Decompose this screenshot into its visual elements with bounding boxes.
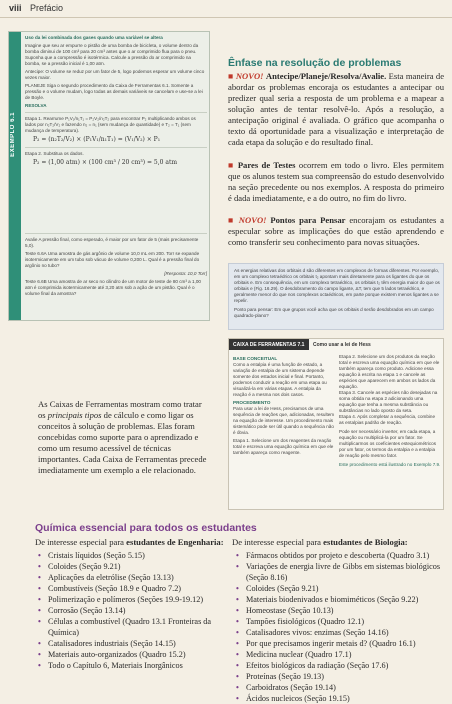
list-item: • Coloides (Seção 9.21)	[236, 583, 446, 594]
toolbox-etapa4: Etapa 4. Após completar a sequência, combine as entalpias padrão de reação.	[339, 414, 436, 425]
example-antecipe: Antecipe: O volume se reduz por um fator de 5, logo podemos esperar um volume cinco vezes maior.	[25, 69, 205, 80]
example-teste-a: Teste 6.6A Uma amostra de gás argônio de volume 10,0 mL em 200. Torr se expande isotermicamente em um tubo sob vácuo de volume 0,200 L. Qual é a pressão final do argônio no tubo?	[25, 251, 200, 268]
biology-topics-list	[236, 550, 446, 704]
intro-text: De interesse especial para	[35, 537, 127, 547]
toolbox-note: Pode ser necessário inverter, em cada etapa, a equação ou multiplicá-la por um fator. Se multiplicarmos os coeficientes estequiométricos por um fator, os termos da entalpia e a entalpia de reação pelo mesmo fator.	[339, 429, 437, 458]
list-item: • Materiais auto-organizados (Quadro 15.2)	[38, 649, 228, 660]
list-item: • Variações de energia livre de Gibbs em sistemas biológicos (Seção 8.16)	[236, 561, 446, 583]
point-to-think-question: Ponto para pensar: Em que grupos você acha que os orbitais d serão desdobrados em um campo quadrado-plano?	[234, 307, 434, 318]
intro-bold: estudantes de Engenharia:	[126, 537, 224, 547]
list-item: • Por que precisamos ingerir metais d? (Quadro 16.1)	[236, 638, 446, 649]
list-item: • Células a combustível (Quadro 13.1 Fronteiras da Química)	[38, 616, 228, 638]
toolbox-title: Como usar a lei de Hess	[313, 342, 371, 348]
example-content	[25, 35, 207, 299]
list-item: • Fármacos obtidos por projeto e descoberta (Quadro 3.1)	[236, 550, 446, 561]
point-to-think-box	[228, 263, 444, 330]
list-item: • Tampões fisiológicos (Quadro 12.1)	[236, 616, 446, 627]
example-resposta: [Resposta: 10,0 Torr]	[164, 271, 207, 276]
toolbox-etapa1: Etapa 1. Selecione um dos reagentes da reação total e escreva uma equação química em que ele também apareça como reagente.	[233, 438, 334, 455]
toolbox-tab: CAIXA DE FERRAMENTAS 7.1	[229, 339, 309, 350]
bullet-icon: ■	[228, 71, 236, 81]
point-to-think-content	[234, 268, 440, 319]
list-item: • Aplicações da eletrólise (Seção 13.13)	[38, 572, 228, 583]
example-step1: Etapa 1. Rearrume P₁V₁/n₁T₁ = P₂V₂/n₂T₂ para encontrar P₂ multiplicando ambos os lados por n₂T₂/V₂ e fazendo n₂ = n₁ (sem mudança de quantidade) e T₂ = T₁ (sem mudança de temperatura).	[25, 116, 196, 133]
toolbox-link[interactable]: Este procedimento está ilustrado no Exemplo 7.9.	[339, 462, 441, 467]
example-planeje: PLANEJE Siga o segundo procedimento da Caixa de Ferramentas 6.1. Somente a pressão e o volume mudam, logo todas as demais variáveis se cancelam e use-se a lei de Boyle.	[25, 83, 203, 100]
paragraph-lead: Pares de Testes	[237, 160, 296, 170]
point-to-think-text: As energias relativas dos orbitais d são diferentes em complexos de formas diferentes. Por exemplo, em um complexo tetraédrico os orbitais t₂ apontam mais diretamente para os ligantes do que os orbitais e. Em consequência, em um complexo tetraédrico, os orbitais t₂ têm energia maior do que os orbitais e (Fig. 16.29). O desdobramento do campo ligante, ΔT, tem que 5 lados tetraédrico, e geralmente menor do que nos complexos octaédricos, em parte porque existem menos ligantes a se repelir.	[234, 268, 440, 303]
paragraph-lead: Antecipe/Planeje/Resolva/Avalie.	[265, 71, 387, 81]
example-resolva: RESOLVA	[25, 103, 47, 108]
engineering-intro	[35, 537, 224, 548]
toolbox-right-column	[339, 354, 441, 468]
intro-text: De interesse especial para	[232, 537, 324, 547]
paragraph-pontos	[228, 215, 444, 248]
example-teste-b: Teste 6.6B Uma amostra de ar seco no cilindro de um motor de teste de 80 cm³ a 1,00 atm é comprimida isotermicamente até 3,20 atm sob a ação de um pistão. Qual é o volume final da amostra?	[25, 279, 201, 296]
paragraph-text: As Caixas de Ferramentas mostram como tratar os	[38, 399, 202, 420]
list-item: • Materiais biodenivados e biomiméticos (Seção 9.22)	[236, 594, 446, 605]
example-side-label: EXEMPLO 6.1	[10, 112, 16, 157]
section-title-problem-solving: Ênfase na resolução de problemas	[228, 57, 402, 69]
list-item: • Corrosão (Seção 13.14)	[38, 605, 228, 616]
toolbox-base-heading: BASE CONCEITUAL	[233, 356, 278, 361]
new-badge: NOVO!	[235, 71, 264, 81]
divider	[25, 112, 207, 113]
divider	[25, 147, 207, 148]
example-statement: Imagine que seu ar empurre o pistão de uma bomba de bicicleta, o volume dentro da bomba diminui de 100 cm³ para 20 cm³ antes que o ar comprimido flua para o pneu. Suponha que a compressão é isotérmica. Calcule a pressão do ar comprimido na bomba, se a pressão inicial é 1,00 atm.	[25, 43, 199, 66]
list-item: • Proteínas (Seção 19.13)	[236, 671, 446, 682]
page-running-title: Prefácio	[30, 3, 64, 13]
page-header	[0, 0, 452, 18]
example-equation-2: P₂ = (1,00 atm) × (100 cm³ / 20 cm³) = 5,0 atm	[33, 159, 178, 166]
example-step2: Etapa 2. Substitua os dados.	[25, 151, 84, 156]
toolbox-left-column	[233, 354, 335, 456]
toolbox-description	[38, 399, 210, 476]
list-item: • Todo o Capítulo 6, Materiais Inorgânicos	[38, 660, 228, 671]
paragraph-text: de cálculo e como ligar os conceitos à solução de problemas. Elas foram concebidas como suporte para o aprendizado e como um resumo acessível de técnicas importantes. Cada Caixa de Ferramentas precede imediatamente um exemplo a ele relacionado.	[38, 410, 207, 475]
paragraph-text: Esta maneira de abordar os problemas encoraja os estudantes a antecipar ou predizer qual seria a resposta de um problema e a mapear a solução antes de tentar resolvê-lo. Após a resolução, a antecipação original é avaliada. O gráfico que acompanha o texto dá oportunidade para a visualização e interpretação de cada etapa da solução e do resultado final.	[228, 71, 445, 147]
paragraph-testes	[228, 160, 444, 204]
toolbox-header	[229, 339, 443, 350]
list-item: • Catalisadores industriais (Seção 14.15)	[38, 638, 228, 649]
page-number: viii	[9, 3, 22, 13]
toolbox-etapa2: Etapa 2. Selecione um dos produtos da reação total e escreva uma equação química em que ele também apareça como produto. Adicione essa equação à escrita na etapa 1 e cancele as espécies que aparecem em ambos os lados da equação.	[339, 354, 440, 389]
list-item: • Carboidratos (Seção 19.14)	[236, 682, 446, 693]
bullet-icon: ■	[228, 160, 238, 170]
paragraph-antecipe	[228, 71, 444, 148]
list-item: • Efeitos biológicos da radiação (Seção 17.6)	[236, 660, 446, 671]
paragraph-italic: principais tipos	[47, 410, 102, 420]
intro-bold: estudantes de Biologia:	[323, 537, 408, 547]
paragraph-text: encorajam os estudantes a especular sobre as implicações do que estão aprendendo e como transferir seu conhecimento para novas situações.	[228, 215, 444, 247]
list-item: • Ácidos nucleicos (Seção 19.15)	[236, 693, 446, 704]
example-avalie: Avalie A pressão final, como esperado, é maior por um fator de 5 (mais precisamente 5,0).	[25, 237, 199, 248]
list-item: • Medicina nuclear (Quadro 17.1)	[236, 649, 446, 660]
toolbox-proc-heading: PROCEDIMENTO	[233, 400, 271, 405]
toolbox-base-text: Como a entalpia é uma função de estado, a variação de entalpia de um sistema depende somente dos estados inicial e final. Portanto, podemos conduzir a reação em uma etapa ou visualizá-la em várias etapas. A entalpia da reação é a mesma nos dois casos.	[233, 362, 327, 397]
biology-intro	[232, 537, 408, 548]
list-item: • Catalisadores vivos: enzimas (Seção 14.16)	[236, 627, 446, 638]
section-title-essential-chemistry: Química essencial para todos os estudantes	[35, 522, 257, 534]
example-box	[8, 31, 210, 321]
list-item: • Coloides (Seção 9.21)	[38, 561, 228, 572]
new-badge: NOVO!	[238, 215, 267, 225]
paragraph-text: ocorrem em todo o livro. Eles permitem que os alunos testem sua compreensão do estudo desenvolvido na seção precedente ou nos exemplos. A resposta do primeiro é dada imediatamente, e a do outro, no fim do livro.	[228, 160, 444, 203]
list-item: • Homeostase (Seção 10.13)	[236, 605, 446, 616]
divider	[25, 233, 207, 234]
paragraph-lead: Pontos para Pensar	[270, 215, 346, 225]
bullet-icon: ■	[228, 215, 239, 225]
example-heading: Uso da lei combinada dos gases quando uma variável se altera	[25, 35, 163, 40]
list-item: • Combustíveis (Seção 18.9 e Quadro 7.2)	[38, 583, 228, 594]
engineering-topics-list	[38, 550, 228, 671]
toolbox-etapa3: Etapa 3. Cancele as espécies não desejadas na soma obtida na etapa 2 adicionando uma equação que tenha a mesma substância ou substâncias no lado oposto da seta.	[339, 390, 438, 413]
list-item: • Polimerização e polímeros (Seções 19.9-19.12)	[38, 594, 228, 605]
example-equation-1: P₂ = (n₂T₂/V₂) × (P₁V₁/n₁T₁) = (V₁/V₂) × P₁	[33, 136, 161, 143]
example-side-tab	[9, 32, 21, 320]
toolbox	[228, 338, 444, 510]
toolbox-proc-text: Para usar a lei de Hess, precisamos de uma sequência de reações que, adicionadas, resultem na equação de interesse. Um procedimento mais sistemático pode ser útil quando a sequência não é óbvia.	[233, 406, 335, 435]
list-item: • Cristais líquidos (Seção 5.15)	[38, 550, 228, 561]
example-figure-area	[25, 170, 207, 230]
